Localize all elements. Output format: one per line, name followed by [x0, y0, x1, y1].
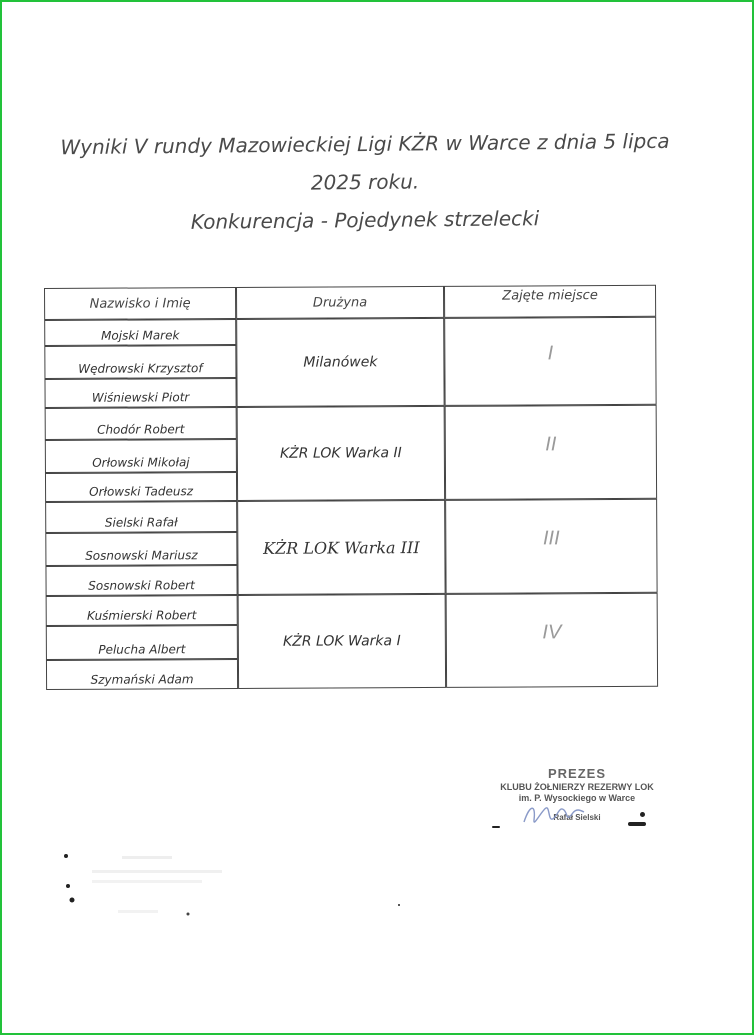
place-label: III: [542, 526, 560, 549]
title-line-1: Wyniki V rundy Mazowieckiej Ligi KŻR w Warce z dnia 5 lipca: [60, 128, 670, 160]
member-name: Wędrowski Krzysztof: [44, 345, 236, 379]
member-name: Orłowski Mikołaj: [45, 439, 237, 473]
signature-icon: [520, 800, 590, 830]
results-table: [44, 285, 658, 690]
place-value: [445, 499, 657, 594]
member-name: Chodór Robert: [45, 407, 237, 440]
team-name: KŻR LOK Warka I: [238, 594, 446, 689]
title-line-2: 2025 roku.: [310, 169, 420, 195]
header-name: Nazwisko i Imię: [44, 287, 236, 320]
team-name: Milanówek: [236, 318, 444, 407]
member-name: Szymański Adam: [46, 659, 238, 690]
member-name: Sosnowski Robert: [45, 565, 237, 596]
ink-mark: [628, 822, 646, 826]
member-name: Pelucha Albert: [46, 625, 238, 660]
place-value: [444, 317, 656, 406]
member-name: Kuśmierski Robert: [46, 595, 238, 626]
header-place: Zajęte miejsce: [444, 285, 656, 318]
stamp-line-1: KLUBU ŻOŁNIERZY REZERWY LOK: [500, 782, 654, 792]
team-name: KŻR LOK Warka II: [237, 406, 445, 501]
place-label: I: [547, 341, 554, 364]
stamp-line-2: im. P. Wysockiego w Warce: [518, 793, 636, 803]
place-label: IV: [542, 620, 562, 643]
place-label: II: [545, 432, 557, 455]
member-name: Sosnowski Mariusz: [45, 532, 237, 566]
place-value: [445, 405, 657, 500]
place-value: [446, 593, 658, 688]
stamp-name: Rafał Sielski: [553, 813, 601, 822]
header-team: Drużyna: [236, 286, 444, 319]
ink-mark: [640, 812, 645, 817]
member-name: Mojski Marek: [44, 319, 236, 346]
competition-title: Konkurencja - Pojedynek strzelecki: [190, 206, 540, 234]
ink-mark: [492, 826, 500, 828]
member-name: Orłowski Tadeusz: [45, 472, 237, 502]
team-name: KŻR LOK Warka III: [237, 500, 445, 595]
ink-mark: [398, 904, 400, 906]
member-name: Sielski Rafał: [45, 501, 237, 533]
stamp-title: PREZES: [547, 766, 606, 781]
faint-stamp-icon: [62, 852, 232, 922]
member-name: Wiśniewski Piotr: [44, 378, 236, 408]
